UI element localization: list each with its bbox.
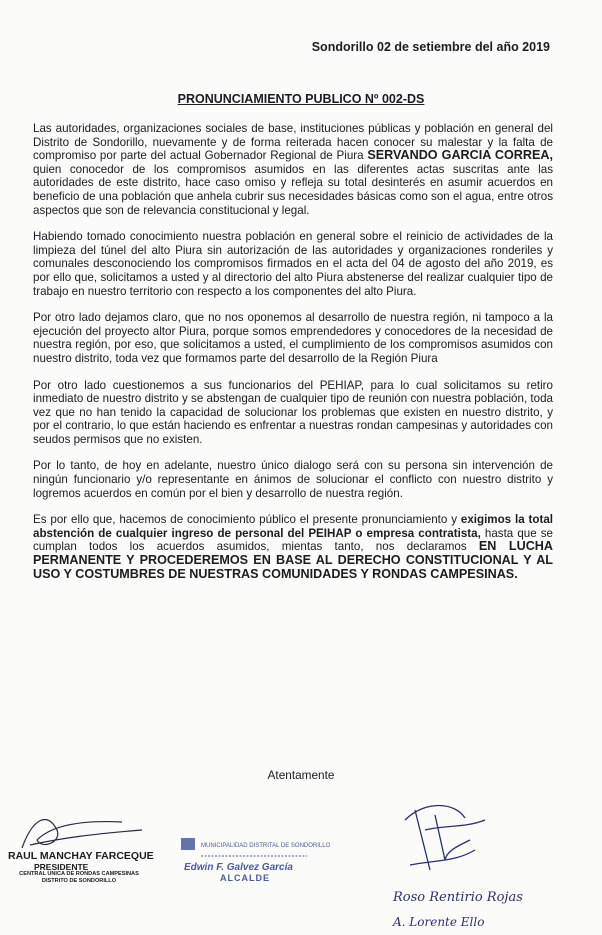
stamp-text: MUNICIPALIDAD DISTRITAL DE SONDORILLO xyxy=(201,843,331,849)
paragraph-4: Por otro lado cuestionemos a sus funcionarios del PEHIAP, para lo cual solicitamos su retiro inmediato de nuestro distrito y se abstengan de cualquier tipo de reunión con nuestra población, toda vez que no han tenido la capacidad de solucionar los problemas que existen en nuestro distrito, y por el contrario, lo que están haciendo es enfrentar a nuestras rondan campesinas y autoridades con seudos permisos que no existen. xyxy=(33,378,553,446)
governor-name: SERVANDO GARCIA CORREA, xyxy=(367,148,553,163)
handwritten-signature-1 xyxy=(2,800,162,855)
paragraph-6-demand: exigimos la total abstención de cualquier ingreso de personal del PEIHAP o empresa contratista, xyxy=(33,513,553,540)
paragraph-1-text-a: Las autoridades, organizaciones sociales de base, instituciones públicas y población en general del Distrito de Sondorillo, nuevamente y de forma reiterada hacen conocer su malestar y la falta de compromiso por parte del actual Gobernador Regional de Piura xyxy=(33,122,553,163)
paragraph-1-text-c: quien conocedor de los compromisos asumidos en las diferentes actas suscritas ante las autoridades de este distrito, hace caso omiso y refleja su total desinterés en asumir acuerdos en beneficio de una población que anhela cubrir sus necesidades básicas como son el agua, entre otros aspectos que son de relevancia constitucional y legal. xyxy=(33,162,553,217)
signer-2-name: Edwin F. Galvez García xyxy=(184,862,293,873)
handwritten-name-1: Roso Rentirio Rojas xyxy=(393,890,523,905)
paragraph-6-text-a: Es por ello que, hacemos de conocimiento público el presente pronunciamiento y xyxy=(33,513,461,527)
closing-line: Atentamente xyxy=(267,768,335,782)
paragraph-6-text-c: hasta que se cumplan todos los acuerdos asumidos, mientas tanto, nos declaramos xyxy=(33,526,553,554)
paragraph-3: Por otro lado dejamos claro, que no nos oponemos al desarrollo de nuestra región, ni tampoco a la ejecución del proyecto altor Piura, porque somos emprendedores y conocedores de la necesidad de nuestra región, por eso, que solicitamos a usted, el cumplimiento de los compromisos asumidos con nuestro distrito, toda vez que formamos parte del desarrollo de la Región Piura xyxy=(33,311,553,365)
signer-1-org-line-1: CENTRAL UNICA DE RONDAS CAMPESINAS xyxy=(19,871,139,877)
paragraph-2: Habiendo tomado conocimiento nuestra población en general sobre el reinicio de actividades de la limpieza del túnel del alto Piura sin autorización de las autoridades y organizaciones ronderiles y comunales desconociendo los compromisos firmados en el acta del 04 de agosto del año 2019, es por ello que, solicitamos a usted y al directorio del alto Piura abstenerse del realizar cualquier tipo de trabajo en nuestro territorio con respecto a los componentes del alto Piura. xyxy=(33,230,553,298)
handwritten-name-2: A. Lorente Ello xyxy=(393,915,485,929)
paragraph-5: Por lo tanto, de hoy en adelante, nuestro único dialogo será con su persona sin intervención de ningún funcionario y/o representante en ánimos de solucionar el conflicto con nuestro distrito y logremos acuerdos en común por el bien y desarrollo de nuestra región. xyxy=(33,459,553,500)
signer-1-role: PRESIDENTE xyxy=(34,862,89,872)
handwritten-signature-3 xyxy=(385,790,600,890)
paragraph-6-declaration: EN LUCHA PERMANENTE Y PROCEDEREMOS EN BASE AL DERECHO CONSTITUCIONAL Y AL USO Y COSTUMBRES DE NUESTRAS COMUNIDADES Y RONDAS CAMPESINAS. xyxy=(33,539,553,581)
document-date: Sondorillo 02 de setiembre del año 2019 xyxy=(311,40,550,54)
paragraph-6 xyxy=(33,513,553,581)
signature-block-president xyxy=(2,800,162,900)
signer-1-organization xyxy=(4,871,154,884)
signer-1-org-line-2: DISTRITO DE SONDORILLO xyxy=(41,877,117,884)
signer-2-role: ALCALDE xyxy=(220,873,270,883)
document-title: PRONUNCIAMIENTO PUBLICO Nº 002-DS xyxy=(177,92,425,106)
paragraph-1 xyxy=(33,122,553,217)
document-body xyxy=(33,122,553,594)
signature-block-handwritten xyxy=(385,790,600,935)
signature-block-mayor xyxy=(172,830,331,890)
signer-1-name: RAUL MANCHAY FARCEQUE xyxy=(8,850,154,862)
